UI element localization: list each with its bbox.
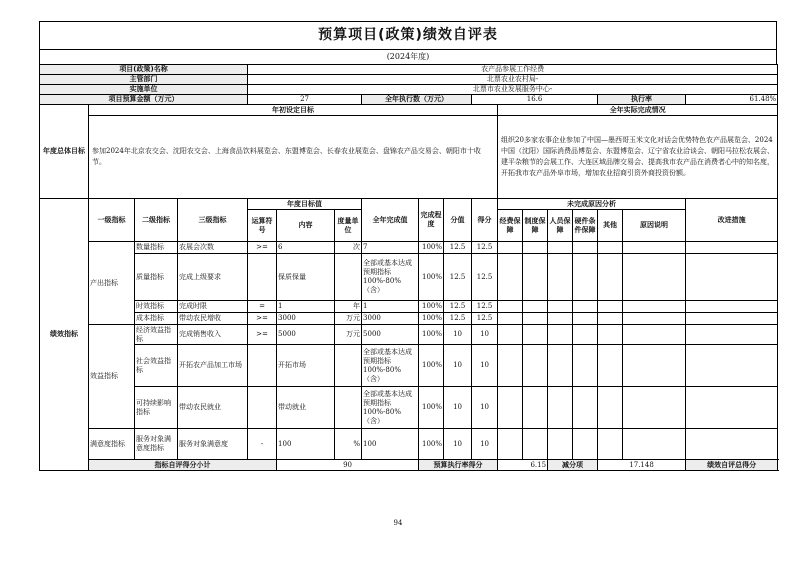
content-cell: 5000 xyxy=(277,325,335,345)
level2-cell: 服务对象满意度指标 xyxy=(135,429,178,460)
exec-rate-value: 61.48% xyxy=(686,95,778,105)
reason-desc-header: 原因说明 xyxy=(623,210,686,242)
indicator-row xyxy=(40,387,778,429)
annual-goal-header: 年初设定目标 xyxy=(89,105,498,116)
op-cell: - xyxy=(248,429,277,460)
evaluation-table xyxy=(39,64,778,471)
content-cell: 带动就业 xyxy=(277,387,335,429)
level2-cell: 数量指标 xyxy=(135,242,178,254)
evaluation-sheet xyxy=(39,21,777,471)
subtotal-value: 90 xyxy=(277,460,419,471)
reason-staff-header: 人员保障 xyxy=(548,210,573,242)
unit-cell: 次 xyxy=(335,242,362,254)
got-cell: 10 xyxy=(472,387,498,429)
completion-cell: 100% xyxy=(419,325,444,345)
annual-goal-text: 参加2024年北京农交会、沈阳农交会、上海食品饮料展览会、东盟博览会、长春农业展览会、盘锦农产品交易会、朝阳市十收节。 xyxy=(89,116,498,199)
indicator-row xyxy=(40,345,778,387)
got-cell: 12.5 xyxy=(472,313,498,325)
level2-cell: 时效指标 xyxy=(135,301,178,313)
score-cell: 10 xyxy=(444,429,472,460)
exec-year-value: 16.6 xyxy=(472,95,598,105)
year-target-header: 年度目标值 xyxy=(248,199,362,210)
completion-cell: 100% xyxy=(419,429,444,460)
completion-cell: 100% xyxy=(419,254,444,301)
reason-analysis-header: 未完成原因分析 xyxy=(498,199,686,210)
content-cell: 100 xyxy=(277,429,335,460)
content-cell: 6 xyxy=(277,242,335,254)
score-cell: 12.5 xyxy=(444,254,472,301)
op-cell: = xyxy=(248,301,277,313)
level3-header: 三级指标 xyxy=(178,199,248,242)
unit-cell: % xyxy=(335,429,362,460)
level2-cell: 可持续影响指标 xyxy=(135,387,178,429)
level3-cell: 服务对象满意度 xyxy=(178,429,248,460)
score-header: 分值 xyxy=(444,199,472,242)
level3-cell: 农展会次数 xyxy=(178,242,248,254)
score-cell: 12.5 xyxy=(444,301,472,313)
budget-rate-score-value: 6.15 xyxy=(498,460,548,471)
reason-econ-header: 经费保障 xyxy=(498,210,523,242)
budget-rate-score-label: 预算执行率得分 xyxy=(419,460,498,471)
level3-cell: 带动农民增收 xyxy=(178,313,248,325)
deduct-label: 减分项 xyxy=(548,460,598,471)
unit-cell: 万元 xyxy=(335,325,362,345)
got-cell: 10 xyxy=(472,429,498,460)
full-year-cell: 3000 xyxy=(362,313,419,325)
content-cell: 3000 xyxy=(277,313,335,325)
indicator-row xyxy=(40,325,778,345)
indicator-row xyxy=(40,429,778,460)
level1-cell: 产出指标 xyxy=(89,242,135,325)
perf-indicator-label: 绩效指标 xyxy=(40,199,89,471)
level1-cell: 满意度指标 xyxy=(89,429,135,460)
level3-cell: 开拓农产品加工市场 xyxy=(178,345,248,387)
dept-value: 北票农业农村局- xyxy=(248,75,778,85)
dept-label: 主管部门 xyxy=(40,75,248,85)
page-number: 94 xyxy=(393,519,403,527)
op-cell xyxy=(248,387,277,429)
score-cell: 12.5 xyxy=(444,313,472,325)
subtotal-label: 指标自评得分小计 xyxy=(89,460,277,471)
full-year-cell: 全部或基本达成预期指标100%-80%（含） xyxy=(362,387,419,429)
full-year-header: 全年完成值 xyxy=(362,199,419,242)
op-cell xyxy=(248,254,277,301)
unit-cell xyxy=(335,387,362,429)
got-cell: 10 xyxy=(472,345,498,387)
deduct-value: 17.148 xyxy=(598,460,686,471)
completion-cell: 100% xyxy=(419,387,444,429)
level3-cell: 完成时限 xyxy=(178,301,248,313)
unit-cell: 年 xyxy=(335,301,362,313)
score-cell: 10 xyxy=(444,387,472,429)
content-header: 内容 xyxy=(277,210,335,242)
level3-cell: 完成上级要求 xyxy=(178,254,248,301)
score-cell: 10 xyxy=(444,345,472,387)
got-cell: 12.5 xyxy=(472,301,498,313)
improve-header: 改进措施 xyxy=(686,199,778,242)
level2-cell: 经济效益指标 xyxy=(135,325,178,345)
op-cell: >= xyxy=(248,313,277,325)
level2-header: 二级指标 xyxy=(135,199,178,242)
impl-unit-value: 北票市农业发展服务中心- xyxy=(248,85,778,95)
score-cell: 12.5 xyxy=(444,242,472,254)
got-cell: 12.5 xyxy=(472,254,498,301)
content-cell: 1 xyxy=(277,301,335,313)
completion-cell: 100% xyxy=(419,345,444,387)
budget-label: 项目预算金额（万元） xyxy=(40,95,248,105)
overall-goal-label: 年度总体目标 xyxy=(40,105,89,199)
indicator-row xyxy=(40,301,778,313)
unit-cell xyxy=(335,345,362,387)
actual-completion-header: 全年实际完成情况 xyxy=(498,105,778,116)
indicator-row xyxy=(40,242,778,254)
total-score-label: 绩效自评总得分 xyxy=(686,460,778,471)
indicator-row xyxy=(40,313,778,325)
indicator-row xyxy=(40,254,778,301)
project-name-value: 农产品参展工作经费 xyxy=(248,65,778,75)
unit-cell: 万元 xyxy=(335,313,362,325)
reason-other-header: 其他 xyxy=(598,210,623,242)
completion-cell: 100% xyxy=(419,242,444,254)
report-year: (2024年度) xyxy=(39,49,777,64)
completion-cell: 100% xyxy=(419,313,444,325)
actual-completion-text: 组织20多家农事企业参加了中国—墨西哥玉米文化对话会优势特色农产品展览会、2024中国（沈阳）国际消费品博览会、东盟博览会、辽宁省农业洽谈会、朝阳马拉松农展会、建平杂粮节的会展工作、大连区域品牌交易会、提高我市农产品在消费者心中的知名度，开拓我市农产品外阜市场，增加农业招商引资外商投资份额。 xyxy=(498,116,778,199)
project-name-label: 项目(政策)名称 xyxy=(40,65,248,75)
got-cell: 10 xyxy=(472,325,498,345)
budget-value: 27 xyxy=(248,95,362,105)
op-cell xyxy=(248,345,277,387)
page-title: 预算项目(政策)绩效自评表 xyxy=(39,21,777,49)
content-cell: 开拓市场 xyxy=(277,345,335,387)
impl-unit-label: 实施单位 xyxy=(40,85,248,95)
full-year-cell: 5000 xyxy=(362,325,419,345)
level2-cell: 质量指标 xyxy=(135,254,178,301)
reason-hardware-header: 硬件条件保障 xyxy=(573,210,598,242)
exec-rate-label: 执行率 xyxy=(598,95,686,105)
full-year-cell: 1 xyxy=(362,301,419,313)
level2-cell: 成本指标 xyxy=(135,313,178,325)
op-cell: >= xyxy=(248,325,277,345)
level3-cell: 带动农民就业 xyxy=(178,387,248,429)
level1-header: 一级指标 xyxy=(89,199,135,242)
completion-header: 完成程度 xyxy=(419,199,444,242)
completion-cell: 100% xyxy=(419,301,444,313)
content-cell: 保质保量 xyxy=(277,254,335,301)
reason-system-header: 制度保障 xyxy=(523,210,548,242)
level1-cell: 效益指标 xyxy=(89,325,135,429)
unit-cell xyxy=(335,254,362,301)
full-year-cell: 全部或基本达成预期指标100%-80%（含） xyxy=(362,345,419,387)
op-cell: >= xyxy=(248,242,277,254)
level3-cell: 完成销售收入 xyxy=(178,325,248,345)
full-year-cell: 全部或基本达成预期指标100%-80%（含） xyxy=(362,254,419,301)
got-cell: 12.5 xyxy=(472,242,498,254)
score-cell: 10 xyxy=(444,325,472,345)
level2-cell: 社会效益指标 xyxy=(135,345,178,387)
unit-header: 度量单位 xyxy=(335,210,362,242)
exec-year-label: 全年执行数（万元） xyxy=(362,95,472,105)
got-header: 得分 xyxy=(472,199,498,242)
full-year-cell: 7 xyxy=(362,242,419,254)
op-header: 运算符号 xyxy=(248,210,277,242)
full-year-cell: 100 xyxy=(362,429,419,460)
